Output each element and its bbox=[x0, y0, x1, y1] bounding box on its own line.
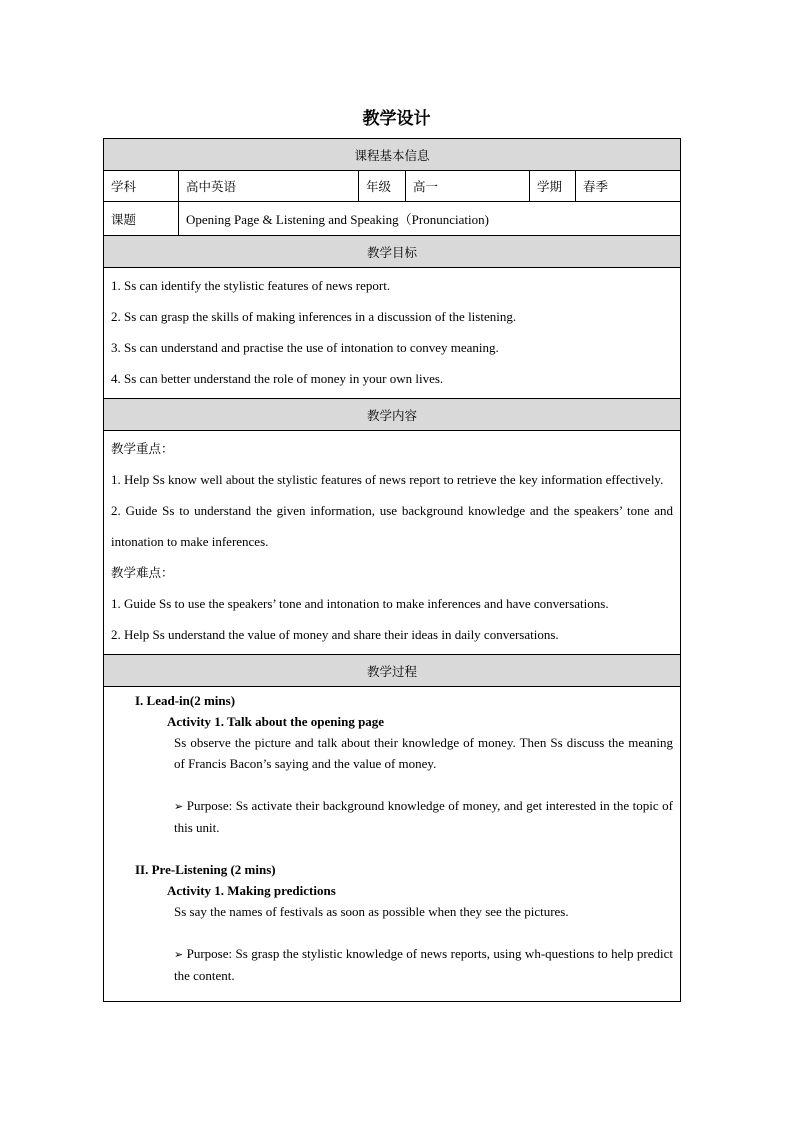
section-title: I. Lead-in(2 mins) bbox=[135, 693, 236, 708]
grade-value: 高一 bbox=[406, 171, 530, 202]
objective-item: 4. Ss can better understand the role of money in your own lives. bbox=[111, 371, 444, 386]
basic-info-row bbox=[104, 171, 681, 202]
content-body bbox=[104, 431, 681, 655]
process-header: 教学过程 bbox=[104, 655, 681, 687]
process-body bbox=[104, 687, 681, 1002]
activity-description: Ss say the names of festivals as soon as possible when they see the pictures. bbox=[174, 904, 569, 919]
term-value: 春季 bbox=[576, 171, 681, 202]
difficult-point-item: 2. Help Ss understand the value of money and share their ideas in daily conversations. bbox=[111, 627, 559, 642]
topic-label: 课题 bbox=[104, 202, 179, 236]
lesson-plan-table bbox=[103, 138, 681, 1002]
activity-title: Activity 1. Making predictions bbox=[167, 883, 336, 898]
objective-item: 1. Ss can identify the stylistic features of news report. bbox=[111, 278, 391, 293]
difficult-point-item: 1. Guide Ss to use the speakers’ tone and intonation to make inferences and have conversations. bbox=[111, 596, 609, 611]
activity-title: Activity 1. Talk about the opening page bbox=[167, 714, 385, 729]
term-label: 学期 bbox=[530, 171, 576, 202]
topic-value: Opening Page & Listening and Speaking（Pronunciation) bbox=[179, 202, 681, 236]
purpose-note bbox=[111, 943, 673, 986]
arrow-bullet-icon: ➢ bbox=[174, 948, 184, 961]
purpose-text: Purpose: Ss grasp the stylistic knowledge of news reports, using wh-questions to help predict the content. bbox=[174, 946, 674, 983]
subject-label: 学科 bbox=[104, 171, 179, 202]
objectives-list bbox=[104, 268, 681, 399]
content-header: 教学内容 bbox=[104, 399, 681, 431]
objectives-header: 教学目标 bbox=[104, 236, 681, 268]
arrow-bullet-icon: ➢ bbox=[174, 800, 184, 813]
difficult-points-label: 教学难点： bbox=[111, 565, 174, 580]
grade-label: 年级 bbox=[359, 171, 406, 202]
key-points-label: 教学重点： bbox=[111, 441, 174, 456]
objective-item: 2. Ss can grasp the skills of making inferences in a discussion of the listening. bbox=[111, 309, 517, 324]
activity-description: Ss observe the picture and talk about their knowledge of money. Then Ss discuss the meaning of Francis Bacon’s saying and the value of money. bbox=[174, 735, 674, 771]
purpose-note bbox=[111, 795, 673, 838]
topic-row bbox=[104, 202, 681, 236]
key-point-item: 2. Guide Ss to understand the given information, use background knowledge and the speakers’ tone and intonation to make inferences. bbox=[111, 503, 674, 549]
subject-value: 高中英语 bbox=[179, 171, 359, 202]
key-point-item: 1. Help Ss know well about the stylistic features of news report to retrieve the key information effectively. bbox=[111, 472, 664, 487]
purpose-text: Purpose: Ss activate their background knowledge of money, and get interested in the topic of this unit. bbox=[174, 798, 674, 835]
basic-info-header: 课程基本信息 bbox=[104, 139, 681, 171]
objective-item: 3. Ss can understand and practise the use of intonation to convey meaning. bbox=[111, 340, 499, 355]
section-title: II. Pre-Listening (2 mins) bbox=[135, 862, 276, 877]
document-title: 教学设计 bbox=[362, 109, 431, 129]
